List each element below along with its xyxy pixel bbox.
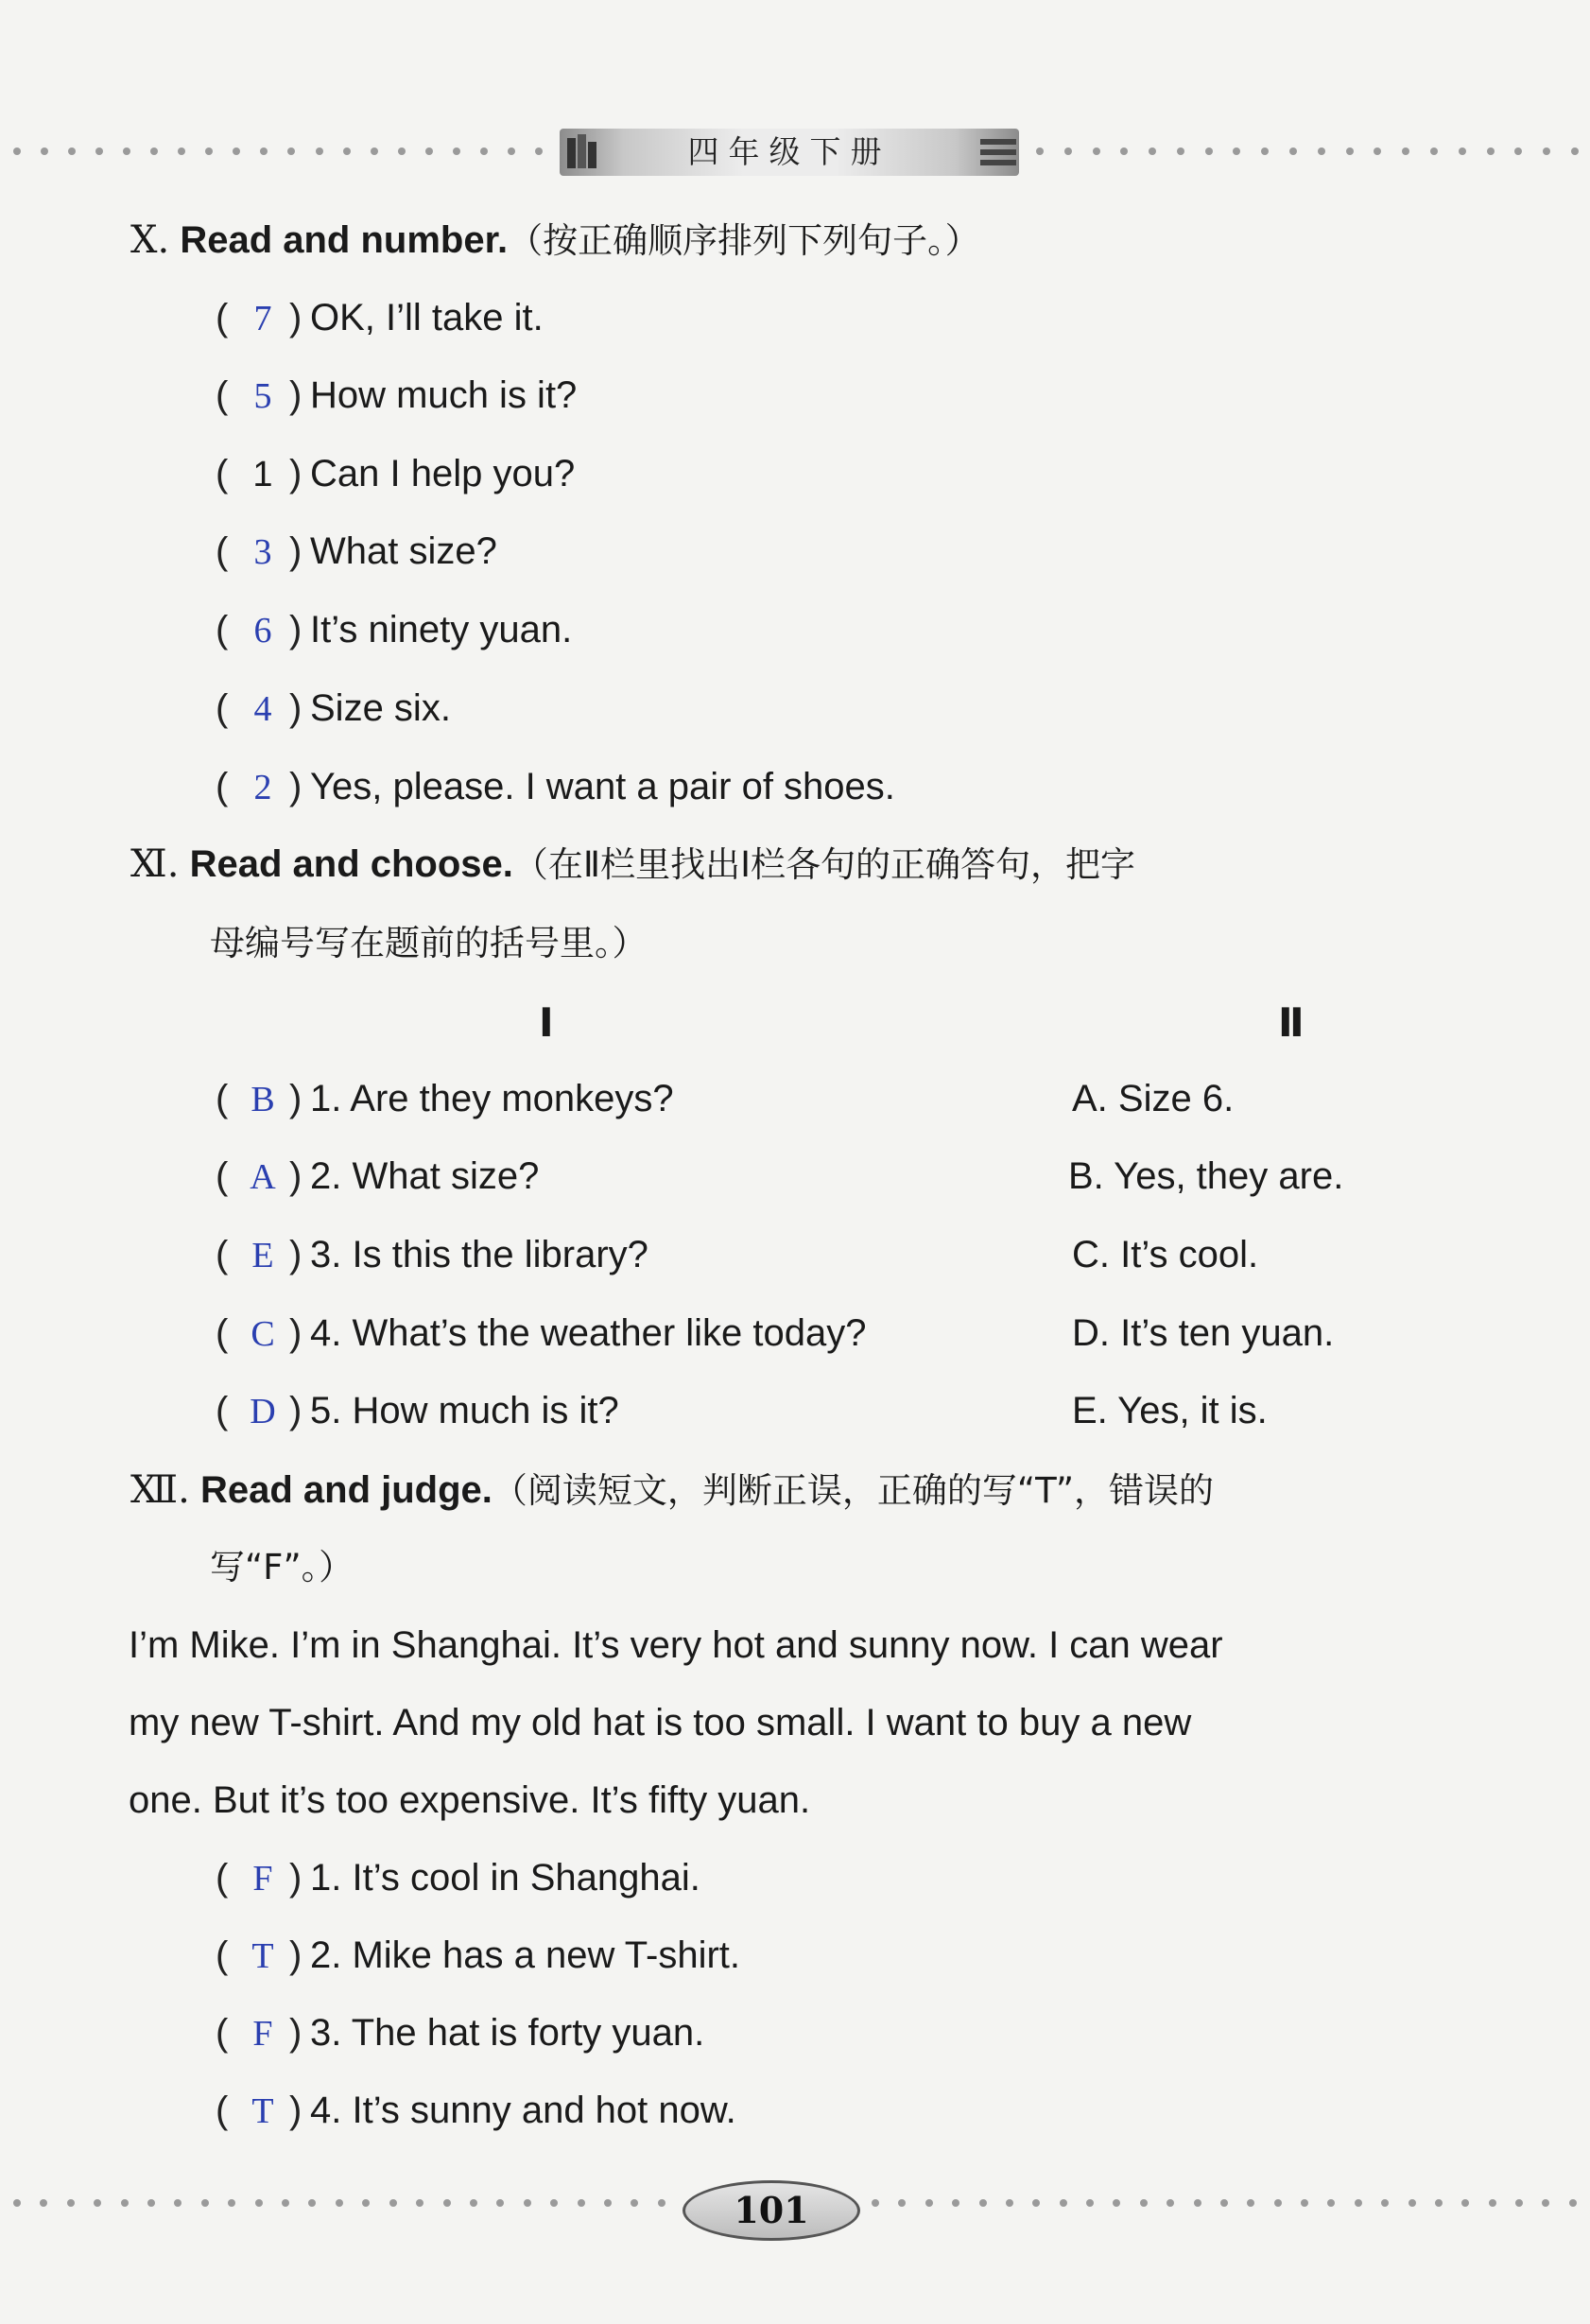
answer-mark: D [250, 1392, 276, 1431]
section-number: Ⅹ. [130, 218, 170, 262]
footer-dots-left [13, 2199, 665, 2207]
header-dots-left [13, 147, 543, 155]
item-text: How much is it? [310, 374, 578, 416]
order-item: ( 3 ) What size? [216, 525, 497, 578]
section-10-heading [130, 214, 980, 268]
answer-mark: 4 [253, 689, 272, 729]
answer-mark: 2 [253, 768, 272, 807]
match-question: ( D ) 5. How much is it? [216, 1384, 619, 1437]
statement-text: 1. It’s cool in Shanghai. [310, 1857, 700, 1899]
passage-line: my new T-shirt. And my old hat is too small. I want to buy a new [129, 1702, 1192, 1743]
question-text: 1. Are they monkeys? [310, 1078, 674, 1119]
judge-item: ( F ) 1. It’s cool in Shanghai. [216, 1851, 700, 1904]
answer-mark: 3 [253, 532, 272, 572]
judge-item: ( T ) 4. It’s sunny and hot now. [216, 2084, 736, 2137]
match-question: ( A ) 2. What size? [216, 1150, 539, 1203]
footer-dots-right [872, 2199, 1577, 2207]
match-question: ( E ) 3. Is this the library? [216, 1228, 648, 1281]
question-text: 3. Is this the library? [310, 1234, 648, 1275]
match-option: D. It’s ten yuan. [1072, 1312, 1335, 1354]
column-1-header: Ⅰ [539, 1000, 554, 1045]
statement-text: 4. It’s sunny and hot now. [310, 2090, 736, 2131]
answer-mark: F [252, 1859, 273, 1899]
passage-line: one. But it’s too expensive. It’s fifty yuan. [129, 1779, 811, 1821]
order-item: ( 6 ) It’s ninety yuan. [216, 603, 572, 656]
answer-mark: E [251, 1236, 274, 1275]
order-item: ( 7 ) OK, I’ll take it. [216, 291, 544, 344]
answer-mark: 1 [252, 455, 273, 494]
order-item: ( 5 ) How much is it? [216, 369, 577, 422]
answer-mark: C [251, 1314, 275, 1354]
order-item: ( 1 ) Can I help you? [216, 447, 575, 500]
judge-item: ( T ) 2. Mike has a new T-shirt. [216, 1929, 740, 1982]
match-question: ( B ) 1. Are they monkeys? [216, 1072, 674, 1125]
section-instruction-continued: 母编号写在题前的括号里。） [210, 923, 648, 963]
answer-mark: T [251, 1936, 274, 1976]
item-text: Yes, please. I want a pair of shoes. [310, 766, 895, 807]
statement-text: 3. The hat is forty yuan. [310, 2012, 705, 2054]
match-question: ( C ) 4. What’s the weather like today? [216, 1307, 866, 1360]
section-11-heading [130, 838, 1135, 892]
answer-mark: 5 [253, 376, 272, 416]
section-title: Read and choose. [189, 843, 513, 885]
page-number: 101 [734, 2189, 809, 2231]
answer-mark: T [251, 2091, 274, 2131]
item-text: What size? [310, 530, 497, 572]
header-title: 四年级下册 [687, 133, 891, 170]
passage-line: I’m Mike. I’m in Shanghai. It’s very hot and sunny now. I can wear [129, 1624, 1223, 1666]
match-option: E. Yes, it is. [1072, 1390, 1268, 1431]
match-option: C. It’s cool. [1072, 1234, 1259, 1275]
match-option: B. Yes, they are. [1068, 1155, 1344, 1197]
answer-mark: B [251, 1080, 275, 1119]
section-title: Read and number. [180, 219, 509, 261]
header-dots-right [1036, 147, 1579, 155]
statement-text: 2. Mike has a new T-shirt. [310, 1934, 740, 1976]
section-title: Read and judge. [199, 1469, 493, 1511]
question-text: 2. What size? [310, 1155, 540, 1197]
item-text: Size six. [310, 687, 451, 729]
question-text: 4. What’s the weather like today? [310, 1312, 867, 1354]
judge-item: ( F ) 3. The hat is forty yuan. [216, 2006, 704, 2059]
section-instruction-continued: 写“F”。） [210, 1547, 354, 1587]
order-item: ( 2 ) Yes, please. I want a pair of shoes. [216, 760, 895, 813]
order-item: ( 4 ) Size six. [216, 682, 451, 735]
item-text: Can I help you? [310, 453, 576, 494]
answer-mark: A [250, 1157, 276, 1197]
section-12-heading [130, 1464, 1214, 1518]
answer-mark: F [252, 2014, 273, 2054]
match-option: A. Size 6. [1072, 1078, 1235, 1119]
section-number: Ⅺ. [130, 842, 180, 886]
answer-mark: 6 [253, 611, 272, 650]
column-2-header: Ⅱ [1278, 1000, 1305, 1045]
item-text: It’s ninety yuan. [310, 609, 573, 650]
section-number: Ⅻ. [130, 1468, 190, 1512]
section-instruction: （按正确顺序排列下列句子。） [508, 220, 980, 261]
item-text: OK, I’ll take it. [310, 297, 544, 338]
section-instruction: （在Ⅱ栏里找出Ⅰ栏各句的正确答句，把字 [512, 844, 1136, 885]
question-text: 5. How much is it? [310, 1390, 619, 1431]
section-instruction: （阅读短文，判断正误，正确的写“T”，错误的 [492, 1470, 1215, 1511]
answer-mark: 7 [253, 299, 272, 338]
